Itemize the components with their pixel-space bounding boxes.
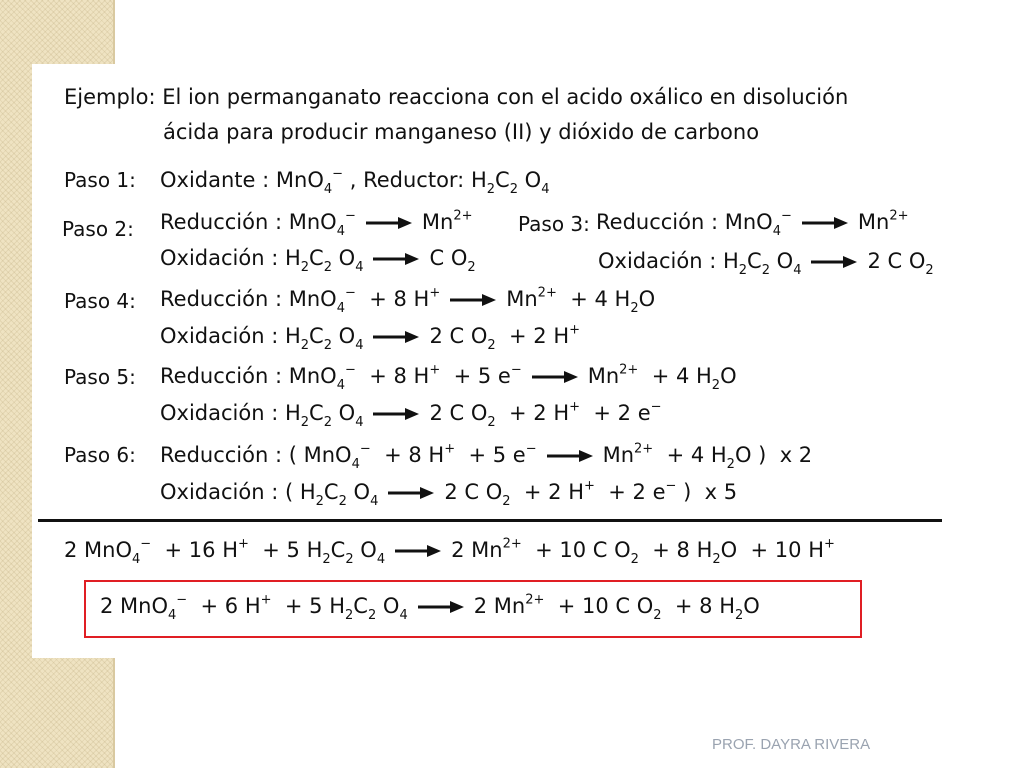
arrow-icon	[532, 371, 578, 383]
arrow-icon	[373, 253, 419, 265]
oxidation-label: Oxidación :	[160, 246, 279, 270]
factor-x5: x 5	[704, 480, 738, 504]
oxidation-label: Oxidación :	[160, 324, 279, 348]
step-4-reduction: Reducción : MnO$_4$− + 8 H+ $Mn^{2+} + 4$ $H_2O$	[160, 285, 656, 316]
footer-author: PROF. DAYRA RIVERA	[712, 736, 871, 753]
intro-line-1	[64, 87, 848, 108]
final-equation: 2 MnO$_4$− + 6 H+ + 5 $H_2C_2$ $O_4$ 2 $Mn^{2+} + 10$ C $O_2 + 8$ $H_2O$	[100, 592, 760, 623]
step-3-oxidation: Oxidación : $H_2C_2$ $O_4$ 2 C $O_2$	[598, 249, 934, 278]
arrow-icon	[802, 217, 848, 229]
step-5-oxidation: Oxidación : $H_2C_2$ $O_4$ 2 C $O_2 + 2$ H+ + 2 e−	[160, 399, 662, 430]
step-6-oxidation: Oxidación : ( $H_2C_2$ $O_4$ 2 C $O_2 + 2$ H+ + 2 e− ) x 5	[160, 478, 738, 509]
divider-line	[38, 519, 942, 522]
reduction-label: Reducción :	[160, 287, 283, 311]
slide-panel	[32, 64, 957, 658]
step-5-reduction: Reducción : MnO$_4$− + 8 H+ + 5 e− $Mn^{2+} + 4$ $H_2O$	[160, 362, 737, 393]
step-3-reduction: Reducción : MnO$_4$− $Mn^{2+}$	[596, 208, 909, 239]
step-4-oxidation: Oxidación : $H_2C_2$ $O_4$ 2 C $O_2 + 2$ H+	[160, 322, 581, 353]
arrow-icon	[373, 408, 419, 420]
intro-label: Ejemplo:	[64, 85, 156, 109]
step-5-label: Paso 5:	[64, 365, 136, 389]
arrow-icon	[366, 217, 412, 229]
reduction-label: Reducción :	[596, 210, 719, 234]
arrow-icon	[418, 601, 464, 613]
reduction-label: Reducción :	[160, 443, 283, 467]
oxidation-label: Oxidación :	[598, 249, 717, 273]
intro-text-1: El ion permanganato reacciona con el acido oxálico en disolución	[162, 85, 849, 109]
arrow-icon	[811, 256, 857, 268]
oxidation-label: Oxidación :	[160, 480, 279, 504]
step-4-label: Paso 4:	[64, 289, 136, 313]
reduction-label: Reducción :	[160, 210, 283, 234]
reductor-label: , Reductor:	[349, 168, 465, 192]
arrow-icon	[395, 545, 441, 557]
step-6-reduction: Reducción : ( MnO$_4$− + 8 H+ + 5 e− $Mn^{2+} + 4$ $H_2O$ ) x 2	[160, 441, 813, 472]
arrow-icon	[450, 294, 496, 306]
step-3-label: Paso 3:	[518, 212, 590, 236]
arrow-icon	[547, 450, 593, 462]
step-1-equation: Oxidante : MnO$_4$− , Reductor: $H_2C_2$ $O_4$	[160, 166, 550, 197]
step-2-oxidation: Oxidación : $H_2C_2$ $O_4$ C $O_2$	[160, 246, 476, 275]
step-1-label: Paso 1:	[64, 168, 136, 192]
oxidation-label: Oxidación :	[160, 401, 279, 425]
oxidante-label: Oxidante :	[160, 168, 270, 192]
arrow-icon	[373, 331, 419, 343]
factor-x2: x 2	[779, 443, 813, 467]
combined-equation: 2 MnO$_4$− + 16 H+ + 5 $H_2C_2$ $O_4$ 2 $Mn^{2+} + 10$ C $O_2 + 8$ $H_2O + 10$ H+	[64, 536, 835, 567]
arrow-icon	[388, 487, 434, 499]
intro-line-2: ácida para producir manganeso (II) y dióxido de carbono	[163, 120, 760, 144]
step-2-label: Paso 2:	[62, 217, 134, 241]
reduction-label: Reducción :	[160, 364, 283, 388]
step-6-label: Paso 6:	[64, 443, 136, 467]
step-2-reduction: Reducción : MnO$_4$− $Mn^{2+}$	[160, 208, 473, 239]
